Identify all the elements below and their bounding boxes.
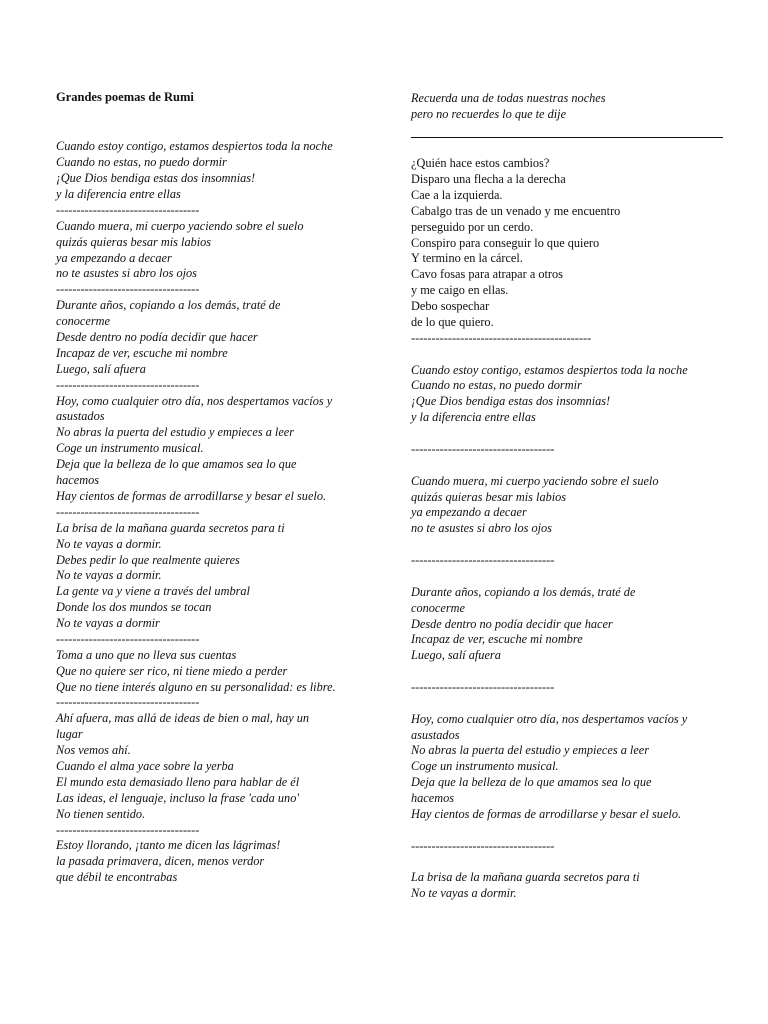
poem-line: Recuerda una de todas nuestras noches: [411, 91, 606, 105]
poem-line: Que no tiene interés alguno en su personalidad: es libre.: [56, 680, 336, 694]
separator-line: -----------------------------------: [411, 839, 555, 853]
poem-line: Estoy llorando, ¡tanto me dicen las lágrimas!: [56, 838, 281, 852]
poem-line: Que no quiere ser rico, ni tiene miedo a perder: [56, 664, 288, 678]
poem-line: Deja que la belleza de lo que amamos sea lo que: [56, 457, 297, 471]
poem-line: asustados: [411, 728, 460, 742]
poem-line: quizás quieras besar mis labios: [411, 490, 567, 504]
poem-line: El mundo esta demasiado lleno para hablar de él: [56, 775, 300, 789]
poem-line: No te vayas a dormir.: [56, 537, 162, 551]
poem-line: y la diferencia entre ellas: [56, 187, 181, 201]
poem-line: No abras la puerta del estudio y empieces a leer: [56, 425, 295, 439]
poem-line: Nos vemos ahí.: [56, 743, 131, 757]
separator-line: -----------------------------------: [56, 823, 200, 837]
poem-line: Conspiro para conseguir lo que quiero: [411, 236, 600, 250]
poem-line: Luego, salí afuera: [411, 648, 501, 662]
poem-line: No te vayas a dormir: [56, 616, 160, 630]
poem-line: no te asustes si abro los ojos: [56, 266, 197, 280]
poem-line: Cuando estoy contigo, estamos despiertos toda la noche: [56, 139, 333, 153]
poem-line: Coge un instrumento musical.: [56, 441, 204, 455]
separator-line: -----------------------------------: [56, 203, 200, 217]
poem-line: Durante años, copiando a los demás, traté de: [411, 585, 636, 599]
poem-line: Cuando no estas, no puedo dormir: [411, 378, 582, 392]
poem-line: Cuando muera, mi cuerpo yaciendo sobre el suelo: [411, 474, 659, 488]
poem-line: La brisa de la mañana guarda secretos para ti: [56, 521, 285, 535]
poem-line: ¡Que Dios bendiga estas dos insomnias!: [411, 394, 611, 408]
poem-line: Coge un instrumento musical.: [411, 759, 559, 773]
poem-line: Debo sospechar: [411, 299, 490, 313]
poem-line: lugar: [56, 727, 83, 741]
separator-line: -----------------------------------: [411, 680, 555, 694]
poem-line: No tienen sentido.: [56, 807, 146, 821]
horizontal-rule: [411, 137, 723, 138]
poem-line: Toma a uno que no lleva sus cuentas: [56, 648, 237, 662]
poem-line: conocerme: [56, 314, 110, 328]
poem-line: hacemos: [411, 791, 455, 805]
poem-line: Las ideas, el lenguaje, incluso la frase 'cada uno': [56, 791, 299, 805]
separator-line: -----------------------------------: [56, 695, 200, 709]
poem-line: ya empezando a decaer: [411, 505, 527, 519]
poem-line: asustados: [56, 409, 105, 423]
poem-line: Cuando muera, mi cuerpo yaciendo sobre el suelo: [56, 219, 304, 233]
poem-line: Hoy, como cualquier otro día, nos despertamos vacíos y: [56, 394, 333, 408]
poem-line: Desde dentro no podía decidir que hacer: [411, 617, 613, 631]
poem-line: La gente va y viene a través del umbral: [56, 584, 250, 598]
poem-line: y la diferencia entre ellas: [411, 410, 536, 424]
poem-line: que débil te encontrabas: [56, 870, 178, 884]
poem-line: y me caigo en ellas.: [411, 283, 509, 297]
poem-line: Deja que la belleza de lo que amamos sea lo que: [411, 775, 652, 789]
poem-line: hacemos: [56, 473, 100, 487]
poem-line: Cabalgo tras de un venado y me encuentro: [411, 204, 621, 218]
poem-line: la pasada primavera, dicen, menos verdor: [56, 854, 265, 868]
poem-line: Donde los dos mundos se tocan: [56, 600, 212, 614]
poem-line: Hay cientos de formas de arrodillarse y besar el suelo.: [56, 489, 327, 503]
poem-line: Hay cientos de formas de arrodillarse y besar el suelo.: [411, 807, 682, 821]
poem-line: Incapaz de ver, escuche mi nombre: [411, 632, 583, 646]
separator-line: -----------------------------------: [56, 505, 200, 519]
poem-line: No te vayas a dormir.: [56, 568, 162, 582]
poem-line: Desde dentro no podía decidir que hacer: [56, 330, 258, 344]
poem-line: Cuando el alma yace sobre la yerba: [56, 759, 234, 773]
poem-line: pero no recuerdes lo que te dije: [411, 107, 567, 121]
poem-line: No te vayas a dormir.: [411, 886, 517, 900]
poem-line: Cavo fosas para atrapar a otros: [411, 267, 563, 281]
poem-line: ¿Quién hace estos cambios?: [411, 156, 550, 170]
poem-line: ya empezando a decaer: [56, 251, 172, 265]
poem-line: Luego, salí afuera: [56, 362, 146, 376]
poem-line: Hoy, como cualquier otro día, nos despertamos vacíos y: [411, 712, 688, 726]
poem-line: Durante años, copiando a los demás, traté de: [56, 298, 281, 312]
poem-line: no te asustes si abro los ojos: [411, 521, 552, 535]
poem-line: quizás quieras besar mis labios: [56, 235, 212, 249]
separator-line: --------------------------------------------: [411, 331, 592, 345]
poem-line: Cae a la izquierda.: [411, 188, 503, 202]
poem-line: No abras la puerta del estudio y empieces a leer: [411, 743, 650, 757]
poem-line: Cuando estoy contigo, estamos despiertos toda la noche: [411, 363, 688, 377]
poem-line: Ahí afuera, mas allá de ideas de bien o mal, hay un: [56, 711, 310, 725]
poem-line: Y termino en la cárcel.: [411, 251, 523, 265]
poem-line: conocerme: [411, 601, 465, 615]
separator-line: -----------------------------------: [411, 553, 555, 567]
poem-line: Debes pedir lo que realmente quieres: [56, 553, 240, 567]
poem-line: perseguido por un cerdo.: [411, 220, 534, 234]
separator-line: -----------------------------------: [56, 378, 200, 392]
poem-line: ¡Que Dios bendiga estas dos insomnias!: [56, 171, 256, 185]
separator-line: -----------------------------------: [56, 632, 200, 646]
poem-line: Incapaz de ver, escuche mi nombre: [56, 346, 228, 360]
poem-line: de lo que quiero.: [411, 315, 494, 329]
poem-line: La brisa de la mañana guarda secretos para ti: [411, 870, 640, 884]
separator-line: -----------------------------------: [411, 442, 555, 456]
document-title: Grandes poemas de Rumi: [56, 90, 194, 104]
poem-line: Disparo una flecha a la derecha: [411, 172, 566, 186]
separator-line: -----------------------------------: [56, 282, 200, 296]
poem-line: Cuando no estas, no puedo dormir: [56, 155, 227, 169]
